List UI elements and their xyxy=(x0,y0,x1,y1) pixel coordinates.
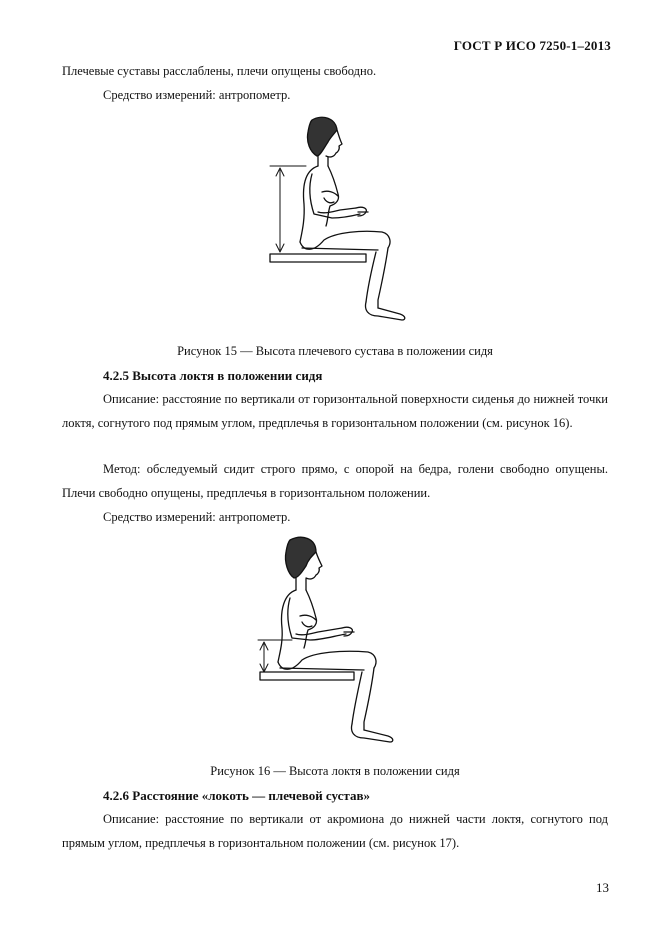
paragraph-instrument-1: Средство измерений: антропометр. xyxy=(103,88,291,102)
hair-shape xyxy=(307,117,337,156)
section-425-heading: 4.2.5 Высота локтя в положении сидя xyxy=(103,368,323,383)
section-425-description: Описание: расстояние по вертикали от горизонтальной поверхности сиденья до нижней точки локтя, согнутого под прямым углом, предплечья в горизонтальном положении (см. рисунок 16). xyxy=(62,392,608,430)
figure-15-illustration xyxy=(262,112,412,330)
figure-15-caption: Рисунок 15 — Высота плечевого сустава в положении сидя xyxy=(177,344,493,358)
page-number: 13 xyxy=(596,880,609,895)
leg-outline xyxy=(278,651,376,669)
hair-shape xyxy=(285,537,316,578)
paragraph-instrument-2: Средство измерений: антропометр. xyxy=(103,510,291,524)
torso-outline xyxy=(300,166,318,242)
paragraph-shoulders: Плечевые суставы расслаблены, плечи опущены свободно. xyxy=(62,64,377,78)
section-426-description: Описание: расстояние по вертикали от акромиона до нижней части локтя, согнутого под прямым углом, предплечья в горизонтальном положении (см. рисунок 17). xyxy=(62,812,608,850)
seat xyxy=(260,672,354,680)
section-426-heading: 4.2.6 Расстояние «локоть — плечевой сустав» xyxy=(103,788,370,803)
torso-outline xyxy=(278,590,296,662)
seat xyxy=(270,254,366,262)
section-425-method: Метод: обследуемый сидит строго прямо, с опорой на бедра, голени свободно опущены. Плечи свободно опущены, предплечья в горизонтальном положении. xyxy=(62,462,608,500)
figure-16-caption: Рисунок 16 — Высота локтя в положении сидя xyxy=(210,764,460,778)
figure-16-illustration xyxy=(250,534,400,752)
leg-outline xyxy=(300,231,390,249)
document-header: ГОСТ Р ИСО 7250-1–2013 xyxy=(453,38,611,53)
